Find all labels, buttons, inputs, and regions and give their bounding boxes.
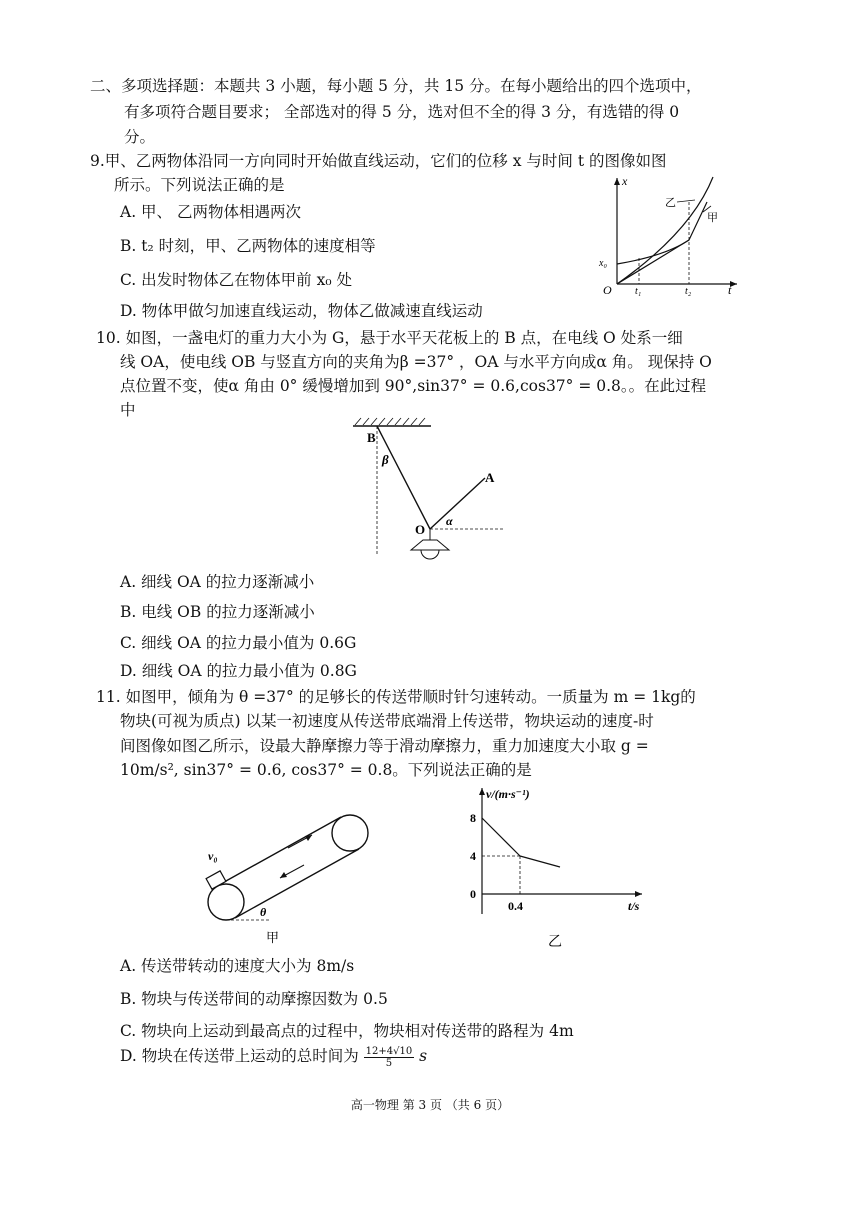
- q11-stem-line1: 11. 如图甲，倾角为 θ =37° 的足够长的传送带顺时针匀速转动。一质量为 m = 1kg的: [96, 688, 696, 706]
- q10-label-alpha: α: [446, 514, 453, 528]
- q11-option-d-unit: s: [419, 1047, 428, 1065]
- q11-label-theta: θ: [260, 905, 267, 919]
- q10-label-a: A: [485, 470, 495, 485]
- q11-stem-line3: 间图像如图乙所示，设最大静摩擦力等于滑动摩擦力，重力加速度大小取 g =: [120, 737, 649, 755]
- q11-option-a: A. 传送带转动的速度大小为 8m/s: [120, 957, 355, 975]
- q10-label-b: B: [367, 430, 376, 445]
- section-heading-line1: 二、多项选择题：本题共 3 小题，每小题 5 分，共 15 分。在每小题给出的四个选项中，: [90, 77, 702, 95]
- q11-option-d-numerator: 12+4√10: [365, 1045, 413, 1057]
- q11-stem-line2: 物块(可视为质点) 以某一初速度从传送带底端滑上传送带，物块运动的速度-时: [120, 712, 654, 730]
- q11-graph-x04: 0.4: [508, 899, 523, 913]
- q11-graph-y4: 4: [470, 849, 476, 863]
- q10-stem-line1: 10. 如图，一盏电灯的重力大小为 G，悬于水平天花板上的 B 点，在电线 O 处系一细: [96, 329, 683, 347]
- q11-stem-line4: 10m/s², sin37° = 0.6, cos37° = 0.8。下列说法正确的是: [120, 761, 532, 779]
- q9-graph-origin: O: [603, 283, 612, 297]
- q10-stem-line4: 中: [120, 401, 136, 419]
- q11-option-d-denominator: 5: [385, 1057, 393, 1069]
- q11-option-c: C. 物块向上运动到最高点的过程中，物块相对传送带的路程为 4m: [120, 1022, 574, 1040]
- q11-vt-graph: [452, 784, 652, 952]
- q9-stem-line1: 9.甲、乙两物体沿同一方向同时开始做直线运动，它们的位移 x 与时间 t 的图像如图: [90, 152, 667, 170]
- q9-option-c: C. 出发时物体乙在物体甲前 x₀ 处: [120, 271, 352, 289]
- q9-graph-x0-label: x₀: [599, 258, 607, 269]
- q10-option-c: C. 细线 OA 的拉力最小值为 0.6G: [120, 634, 357, 652]
- q11-caption-yi: 乙: [548, 935, 562, 950]
- q9-xt-graph: [595, 172, 745, 297]
- q10-option-a: A. 细线 OA 的拉力逐渐减小: [120, 573, 315, 591]
- q11-option-d-text: D. 物块在传送带上运动的总时间为: [120, 1047, 359, 1065]
- q9-graph-t1: t₁: [635, 286, 642, 297]
- q11-graph-y0: 0: [470, 887, 476, 901]
- q11-graph-y8: 8: [470, 811, 476, 825]
- q9-graph-label-yi: 乙: [665, 197, 676, 209]
- q10-option-b: B. 电线 OB 的拉力逐渐减小: [120, 603, 315, 621]
- q10-lamp-diagram: [345, 416, 525, 566]
- q11-graph-x-label: t/s: [628, 899, 640, 913]
- q9-option-b: B. t₂ 时刻，甲、乙两物体的速度相等: [120, 237, 376, 255]
- q11-option-b: B. 物块与传送带间的动摩擦因数为 0.5: [120, 990, 388, 1008]
- q10-stem-line2: 线 OA，使电线 OB 与竖直方向的夹角为β =37° ，OA 与水平方向成α 角。 现保持 O: [120, 353, 712, 371]
- q9-graph-t2: t₂: [685, 286, 692, 297]
- section-heading-line3: 分。: [124, 128, 156, 146]
- q10-option-d: D. 细线 OA 的拉力最小值为 0.8G: [120, 662, 357, 680]
- q11-label-v0: v₀: [208, 849, 218, 863]
- page-footer: 高一物理 第 3 页 （共 6 页）: [350, 1098, 510, 1112]
- q9-option-d: D. 物体甲做匀加速直线运动，物体乙做减速直线运动: [120, 302, 483, 320]
- q11-graph-y-label: v/(m·s⁻¹): [486, 787, 530, 801]
- q9-stem-line2: 所示。下列说法正确的是: [114, 176, 285, 194]
- q11-option-d: [120, 1045, 427, 1069]
- q9-graph-y-label: x: [622, 174, 628, 188]
- q9-option-a: A. 甲、 乙两物体相遇两次: [120, 203, 301, 221]
- q10-stem-line3: 点位置不变，使α 角由 0° 缓慢增加到 90°,sin37° = 0.6,cos37° = 0.8。。在此过程: [120, 377, 707, 395]
- q11-caption-jia: 甲: [266, 930, 280, 945]
- q11-conveyor-diagram: [200, 808, 380, 948]
- q10-label-beta: β: [382, 452, 389, 467]
- section-heading-line2: 有多项符合题目要求； 全部选对的得 5 分，选对但不全的得 3 分，有选错的得 0: [124, 103, 680, 121]
- q10-label-o: O: [415, 522, 426, 537]
- q11-option-d-fraction: [364, 1046, 415, 1069]
- q9-graph-x-label: t: [728, 283, 732, 297]
- q9-graph-label-jia: 甲: [707, 212, 718, 224]
